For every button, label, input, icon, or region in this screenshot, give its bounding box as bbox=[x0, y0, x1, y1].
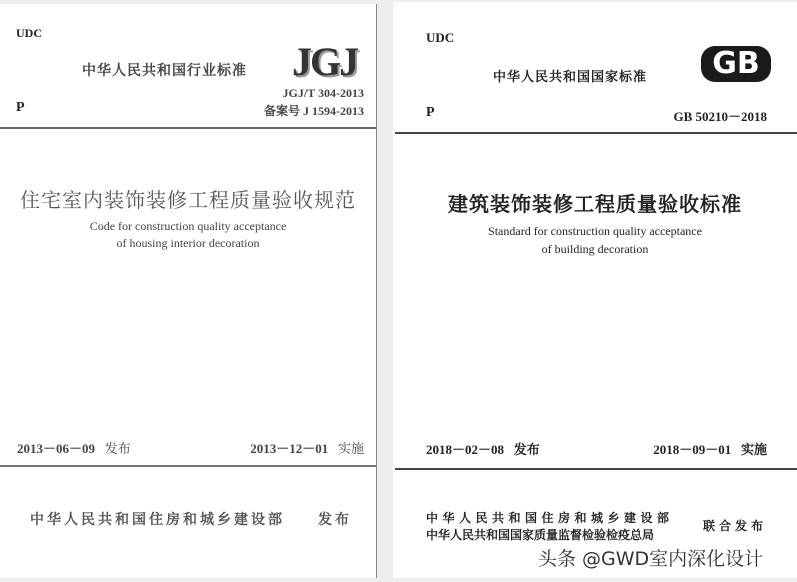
publish-label: 发布 bbox=[318, 512, 352, 528]
gb-logo: GB bbox=[701, 46, 771, 82]
issuer-type: 中华人民共和国行业标准 bbox=[82, 63, 247, 79]
publisher-2: 中华人民共和国国家质量监督检验检疫总局 bbox=[426, 528, 655, 542]
effective-date: 2018－09－01 实施 bbox=[653, 442, 767, 458]
joint-publish-label: 联合发布 bbox=[703, 519, 768, 533]
issue-date: 2013－06－09 发布 bbox=[17, 441, 131, 457]
udc-label: UDC bbox=[426, 30, 455, 45]
record-number: 备案号 J 1594-2013 bbox=[264, 104, 364, 118]
title-cn: 住宅室内装饰装修工程质量验收规范 bbox=[20, 188, 356, 212]
title-cn: 建筑装饰装修工程质量验收标准 bbox=[448, 192, 742, 216]
category-label: P bbox=[426, 105, 435, 120]
standard-code: JGJ/T 304-2013 bbox=[282, 86, 364, 100]
standard-code: GB 50210－2018 bbox=[673, 109, 767, 124]
title-en-line1: Standard for construction quality acceptance bbox=[488, 224, 702, 238]
udc-label: UDC bbox=[16, 26, 42, 40]
publisher-1: 中华人民共和国住房和城乡建设部 bbox=[426, 511, 674, 525]
issue-date: 2018－02－08 发布 bbox=[426, 442, 540, 458]
issuer-type: 中华人民共和国国家标准 bbox=[493, 70, 648, 85]
title-en-line2: of building decoration bbox=[541, 242, 649, 256]
category-label: P bbox=[16, 100, 25, 115]
title-en-line1: Code for construction quality acceptance bbox=[89, 219, 287, 233]
effective-date: 2013－12－01 实施 bbox=[250, 441, 364, 457]
jgj-logo: JGJ bbox=[292, 39, 358, 84]
publisher: 中华人民共和国住房和城乡建设部 bbox=[30, 512, 285, 528]
title-en-line2: of housing interior decoration bbox=[116, 236, 260, 250]
jgj-standard-cover bbox=[0, 4, 377, 578]
watermark: 头条 @GWD室内深化设计 bbox=[538, 548, 764, 570]
gb-standard-cover bbox=[393, 2, 797, 578]
